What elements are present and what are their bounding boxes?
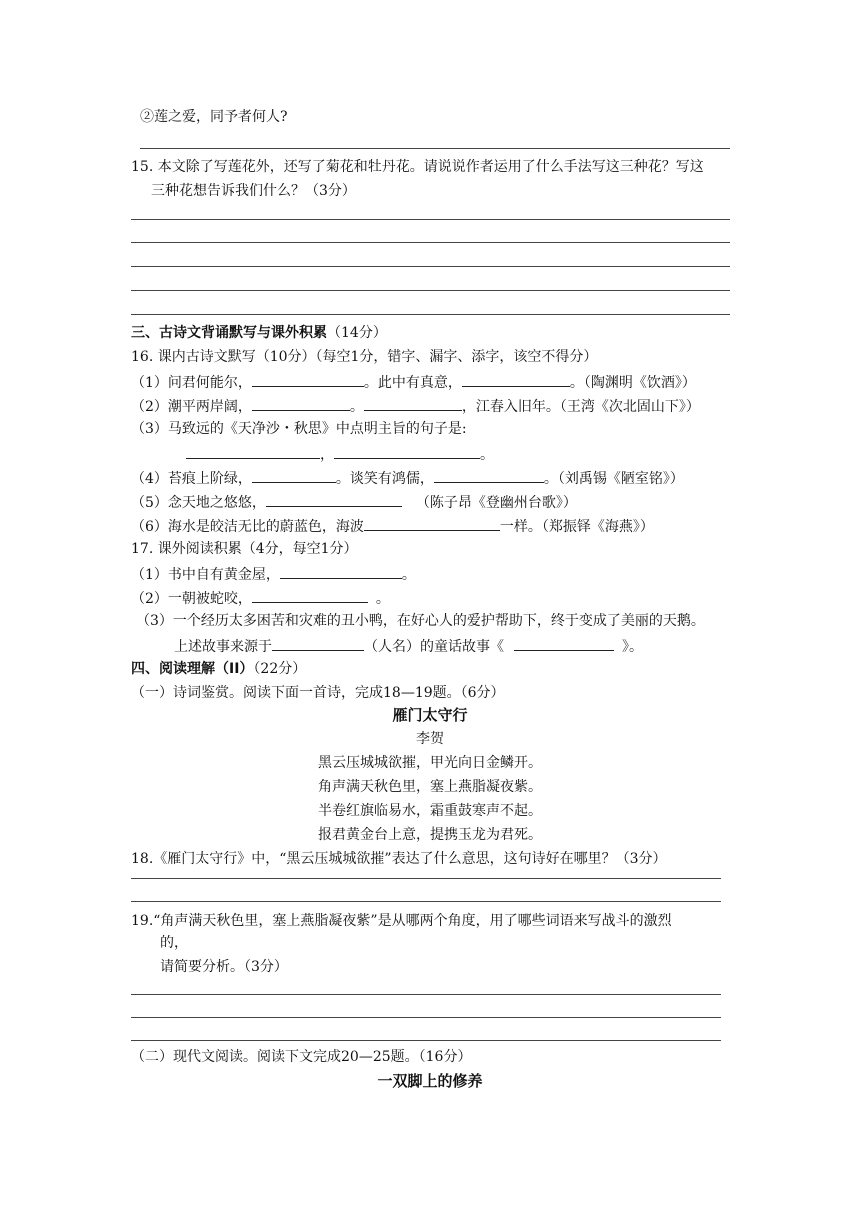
section-4-heading — [131, 660, 306, 678]
part-2-instructions: （二）现代文阅读。阅读下文完成20—25题。（16分） — [131, 1049, 472, 1065]
section-3-heading — [131, 324, 387, 342]
fill-blank[interactable] — [364, 396, 462, 411]
q16-item-5-text-b: （陈子昂《登幽州台歌》） — [415, 495, 577, 511]
fill-blank[interactable] — [462, 372, 570, 387]
poem-line-1: 黑云压城城欲摧，甲光向日金鳞开。 — [318, 755, 542, 771]
fill-blank[interactable] — [272, 636, 364, 651]
question-15-line-2: 三种花想告诉我们什么？（3分） — [151, 183, 356, 199]
poem-line-3: 半卷红旗临易水，霜重鼓寒声不起。 — [318, 803, 542, 819]
answer-line[interactable] — [131, 994, 721, 995]
answer-line[interactable] — [131, 1040, 721, 1041]
q16-item-1-text-b: 。此中有真意， — [363, 375, 462, 391]
fill-blank[interactable] — [252, 468, 336, 483]
q17-item-3: （3）一个经历太多困苦和灾难的丑小鸭，在好心人的爱护帮助下，终于变成了美丽的天鹅。 — [136, 613, 705, 629]
q16-item-1-text-c: 。（陶渊明《饮酒》） — [569, 375, 696, 391]
q16-item-6 — [131, 516, 654, 536]
poem-line-2: 角声满天秋色里，塞上燕脂凝夜紫。 — [318, 779, 542, 795]
q16-item-1-text-a: （1）问君何能尔， — [131, 375, 252, 391]
fill-blank[interactable] — [252, 588, 368, 603]
answer-line[interactable] — [131, 314, 730, 315]
answer-line[interactable] — [131, 242, 730, 243]
question-18: 18.《雁门太守行》中，“黑云压城城欲摧”表达了什么意思，这句诗好在哪里？（3分） — [131, 851, 667, 867]
answer-line[interactable] — [131, 901, 721, 902]
q16-item-2-text-c: ，江春入旧年。（王湾《次北固山下》） — [461, 399, 700, 415]
answer-line[interactable] — [131, 1017, 721, 1018]
fill-blank[interactable] — [252, 372, 364, 387]
q16-item-6-text-b: 一样。（郑振铎《海燕》） — [499, 519, 654, 535]
fill-blank[interactable] — [186, 444, 320, 459]
q16-item-4-text-c: 。（刘禹锡《陋室铭》） — [543, 471, 684, 487]
q16-item-6-text-a: （6）海水是皎洁无比的蔚蓝色，海波 — [131, 519, 364, 535]
q17-item-1 — [131, 564, 416, 584]
fill-blank[interactable] — [364, 516, 500, 531]
answer-line[interactable] — [131, 266, 730, 267]
question-19-line-1: 19.“角声满天秋色里，塞上燕脂凝夜紫”是从哪两个角度，用了哪些词语来写战斗的激烈 — [131, 913, 672, 929]
question-17: 17. 课外阅读积累（4分，每空1分） — [131, 541, 358, 557]
fill-blank[interactable] — [252, 396, 350, 411]
q16-item-4 — [131, 468, 684, 488]
q17-item-1-text: （1）书中自有黄金屋， — [131, 567, 280, 583]
answer-line[interactable] — [131, 878, 721, 879]
section-4-title: 四、阅读理解（II） — [131, 661, 254, 677]
question-19-line-2: 的， — [160, 935, 188, 951]
section-4-points: （22分） — [253, 661, 307, 677]
part-1-instructions: （一）诗词鉴赏。阅读下面一首诗，完成18—19题。（6分） — [131, 685, 505, 701]
q17-item-3-text-c: 》。 — [622, 639, 643, 655]
q16-item-2-text-b: 。 — [349, 399, 364, 415]
answer-line[interactable] — [131, 290, 730, 291]
q16-item-3-separator: ， — [320, 447, 334, 463]
q16-item-3-end: 。 — [480, 447, 494, 463]
fill-blank[interactable] — [266, 492, 402, 507]
question-19-line-3: 请简要分析。（3分） — [160, 959, 288, 975]
answer-line[interactable] — [140, 148, 730, 149]
q16-item-2 — [131, 396, 700, 416]
q16-item-1 — [131, 372, 696, 392]
question-15-line-1: 15. 本文除了写莲花外，还写了菊花和牡丹花。请说说作者运用了什么手法写这三种花？写这 — [131, 159, 704, 175]
q17-item-2 — [131, 588, 390, 608]
q17-item-3-line-2 — [174, 636, 643, 656]
q17-item-3-text-b: （人名）的童话故事《 — [364, 639, 504, 655]
fill-blank[interactable] — [514, 636, 614, 651]
q16-item-3-blanks — [186, 444, 494, 464]
poem-title: 雁门太守行 — [392, 706, 468, 724]
fill-blank[interactable] — [434, 468, 544, 483]
q16-item-4-text-a: （4）苔痕上阶绿， — [131, 471, 252, 487]
essay-title: 一双脚上的修养 — [377, 1072, 483, 1090]
q16-item-5 — [131, 492, 577, 512]
poem-author: 李贺 — [416, 731, 444, 747]
q17-item-2-end: 。 — [375, 591, 390, 607]
section-3-points: （14分） — [327, 325, 387, 341]
fill-blank[interactable] — [334, 444, 480, 459]
q16-item-5-text-a: （5）念天地之悠悠， — [131, 495, 266, 511]
q16-item-2-text-a: （2）潮平两岸阔， — [131, 399, 252, 415]
q17-item-2-text: （2）一朝被蛇咬， — [131, 591, 252, 607]
section-3-title: 三、古诗文背诵默写与课外积累 — [131, 325, 327, 341]
fill-blank[interactable] — [280, 564, 402, 579]
question-14-item-2: ②莲之爱，同予者何人? — [140, 109, 288, 125]
answer-line[interactable] — [131, 219, 730, 220]
q17-item-3-text-a: 上述故事来源于 — [174, 639, 272, 655]
q16-item-4-text-b: 。谈笑有鸿儒， — [335, 471, 434, 487]
q17-item-1-end: 。 — [401, 567, 416, 583]
question-16: 16. 课内古诗文默写（10分）（每空1分，错字、漏字、添字，该空不得分） — [131, 349, 598, 365]
q16-item-3: （3）马致远的《天净沙・秋思》中点明主旨的句子是: — [131, 421, 467, 437]
poem-line-4: 报君黄金台上意，提携玉龙为君死。 — [318, 827, 542, 843]
